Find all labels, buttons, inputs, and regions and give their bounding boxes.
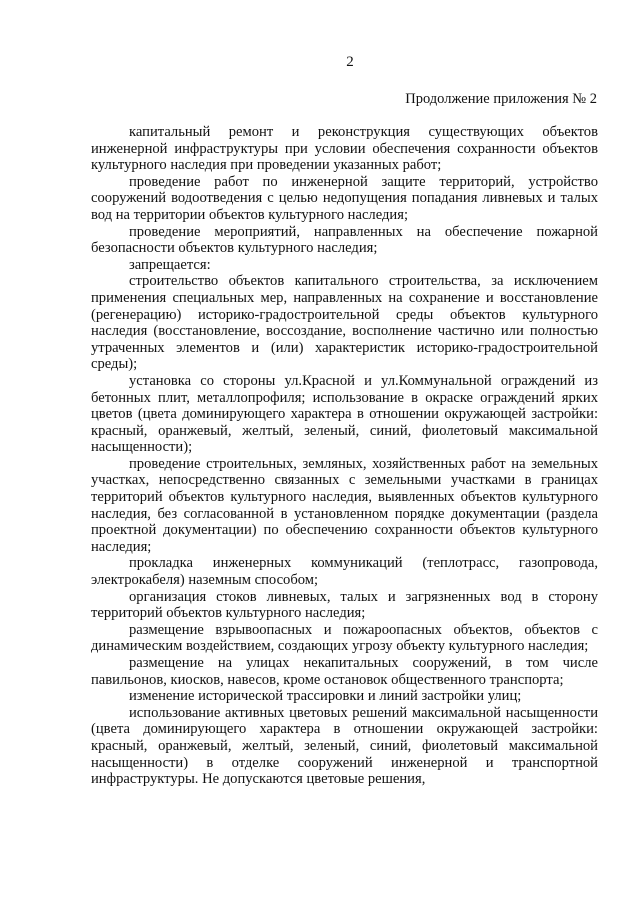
paragraph-3: проведение мероприятий, направленных на обеспечение пожарной безопасности объектов культурного наследия;	[91, 223, 598, 257]
paragraph-8: прокладка инженерных коммуникаций (теплотрасс, газопровода, электрокабеля) наземным способом;	[91, 555, 598, 589]
paragraph-2: проведение работ по инженерной защите территорий, устройство сооружений водоотведения с целью недопущения попадания ливневых и талых вод на территории объектов культурного наследия;	[91, 173, 598, 223]
paragraph-1: капитальный ремонт и реконструкция существующих объектов инженерной инфраструктуры при условии обеспечения сохранности объектов культурного наследия при проведении указанных работ;	[91, 124, 598, 174]
paragraph-13: использование активных цветовых решений максимальной насыщенности (цвета доминирующего характера в отношении окружающей застройки: красный, оранжевый, желтый, зеленый, синий, фиолетовый максимальной насыщенности) в отделке сооружений инженерной и транспортной инфраструктуры. Не допускаются цветовые решения,	[91, 704, 598, 788]
paragraph-9: организация стоков ливневых, талых и загрязненных вод в сторону территорий объектов культурного наследия;	[91, 588, 598, 622]
paragraph-6: установка со стороны ул.Красной и ул.Коммунальной ограждений из бетонных плит, металлопрофиля; использование в окраске ограждений ярких цветов (цвета доминирующего характера в отношении окружающей застройки: красный, оранжевый, желтый, зеленый, синий, фиолетовый максимальной насыщенности);	[91, 372, 598, 456]
paragraph-5: строительство объектов капитального строительства, за исключением применения специальных мер, направленных на сохранение и восстановление (регенерацию) историко-градостроительной среды объектов культурного наследия (восстановление, воссоздание, восполнение частично или полностью утраченных элементов и (или) характеристик историко-градостроительной среды);	[91, 273, 598, 373]
page-number: 2	[346, 54, 354, 70]
paragraph-4: запрещается:	[129, 256, 211, 273]
paragraph-10: размещение взрывоопасных и пожароопасных объектов, объектов с динамическим воздействием, создающих угрозу объекту культурного наследия;	[91, 621, 598, 655]
paragraph-7: проведение строительных, земляных, хозяйственных работ на земельных участках, непосредственно связанных с земельными участками в границах территорий объектов культурного наследия, выявленных объектов культурного наследия, без согласованной в установленном порядке документации (раздела проектной документации) по обеспечению сохранности объектов культурного наследия;	[91, 455, 598, 555]
document-body	[91, 124, 598, 788]
paragraph-12: изменение исторической трассировки и линий застройки улиц;	[129, 688, 522, 705]
paragraph-11: размещение на улицах некапитальных сооружений, в том числе павильонов, киосков, навесов, кроме остановок общественного транспорта;	[91, 655, 598, 688]
continuation-heading: Продолжение приложения № 2	[405, 91, 597, 107]
